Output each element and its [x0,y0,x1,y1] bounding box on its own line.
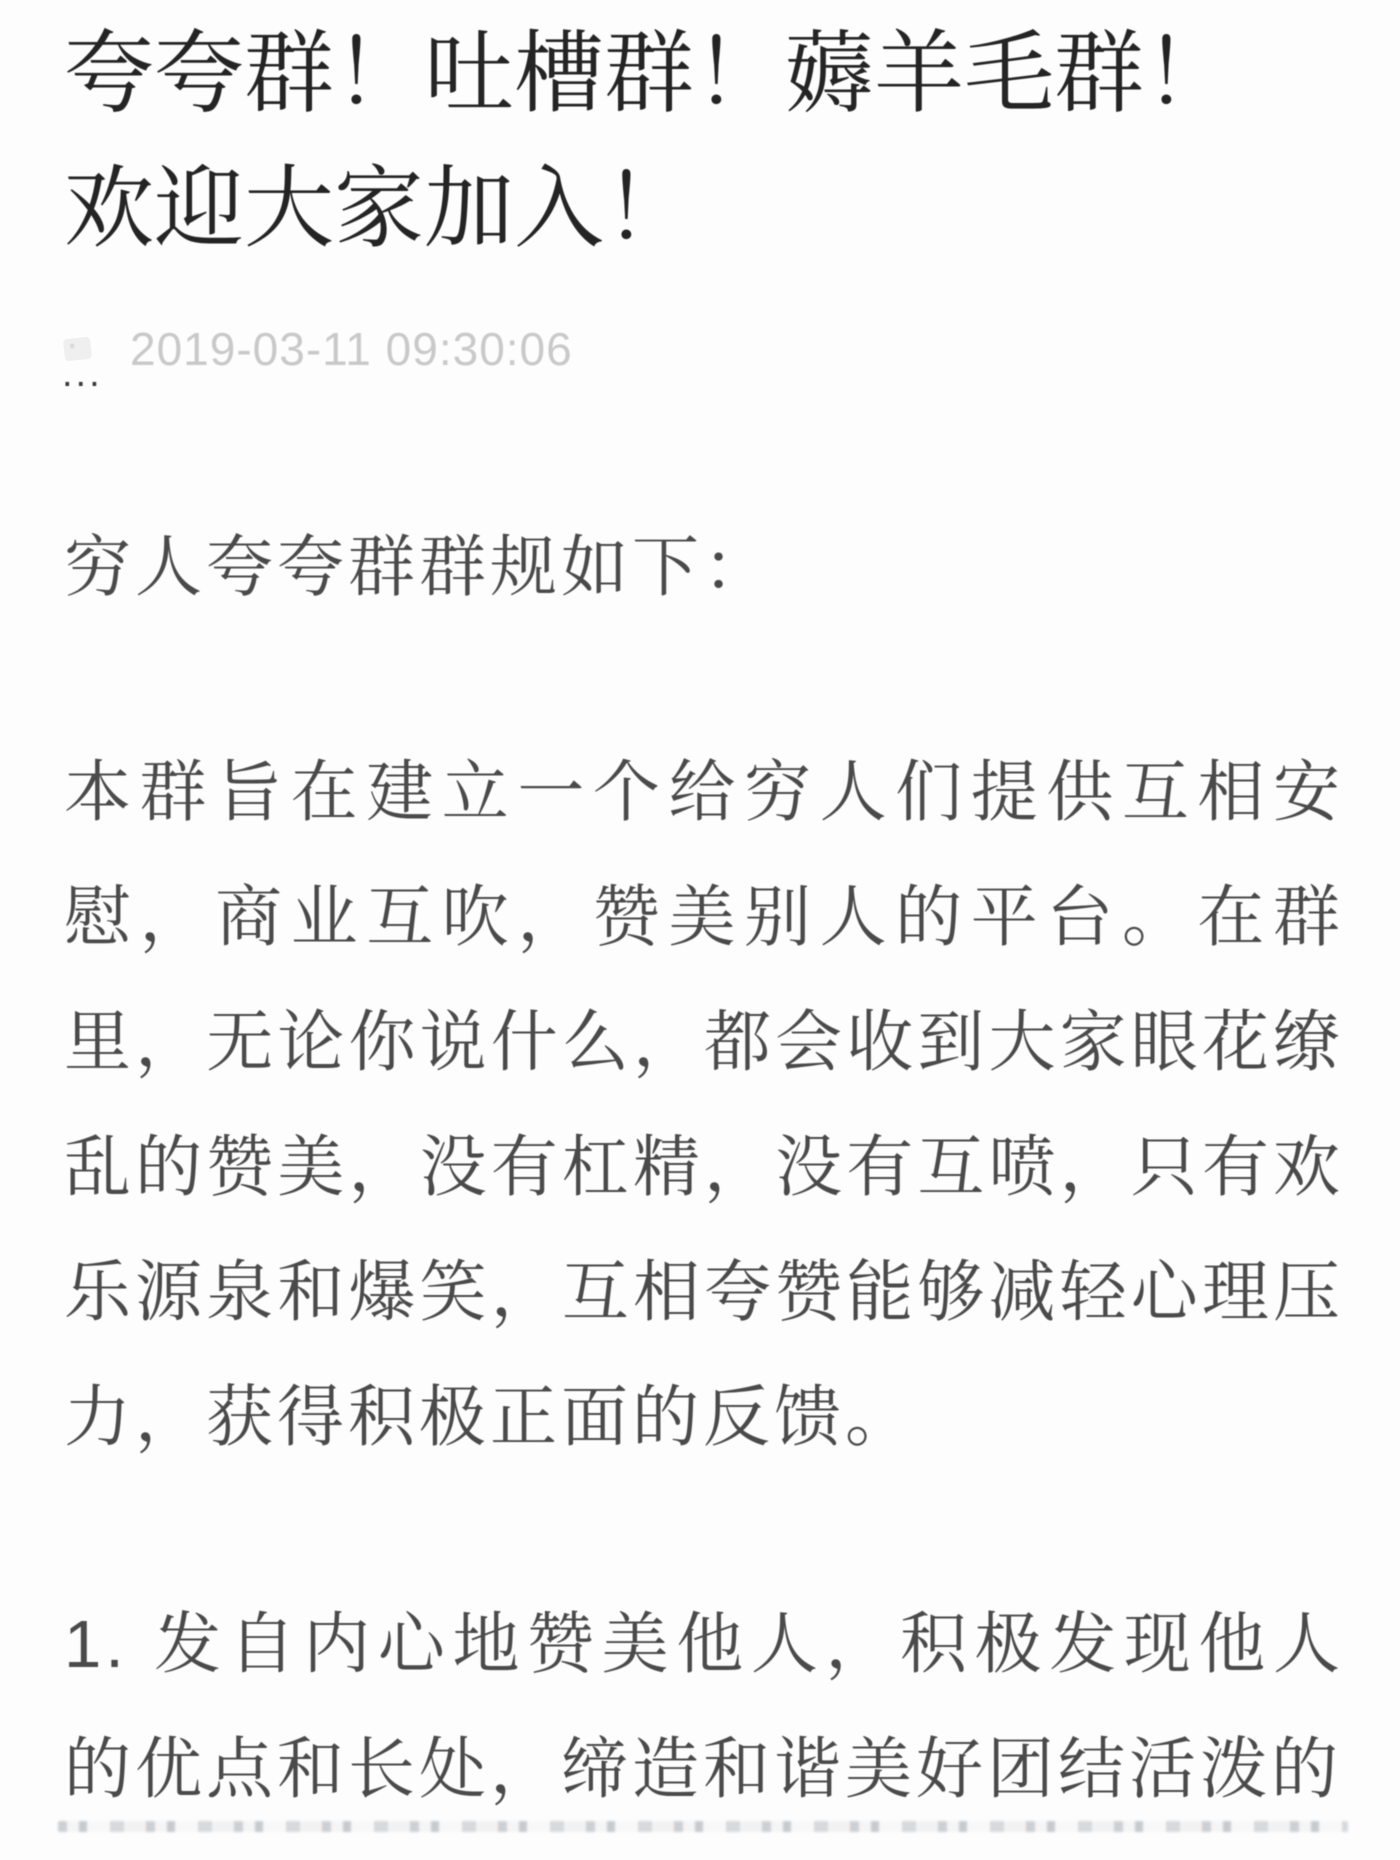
intro-line: 穷人夸夸群群规如下： [64,530,774,605]
group-rules-intro [64,505,1344,630]
post-title-line-1: 夸夸群！吐槽群！薅羊毛群！ [64,24,1234,124]
paragraph-line: 本群旨在建立一个给穷人们提供互相安 [64,755,1344,830]
rule-line: 的优点和长处，缔造和谐美好团结活泼的 [64,1732,1342,1807]
paragraph-line: 里，无论你说什么，都会收到大家眼花缭 [64,1005,1344,1080]
rule-item-1 [64,1582,1344,1832]
cutoff-text-sliver [58,1821,1348,1832]
paragraph-line: 乐源泉和爆笑，互相夸赞能够减轻心理压 [64,1255,1344,1330]
post-timestamp: 2019-03-11 09:30:06 [130,323,573,375]
post-title-line-2: 欢迎大家加入！ [64,159,694,259]
author-ellipsis: ... [62,353,103,395]
rule-line: 1. 发自内心地赞美他人，积极发现他人 [64,1607,1344,1682]
paragraph-line: 乱的赞美，没有杠精，没有互喷，只有欢 [64,1130,1344,1205]
post-title [64,7,1364,277]
paragraph-line: 慰，商业互吹，赞美别人的平台。在群 [64,880,1344,955]
paragraph-line: 力，获得积极正面的反馈。 [64,1380,916,1455]
rules-description-paragraph [64,730,1344,1480]
